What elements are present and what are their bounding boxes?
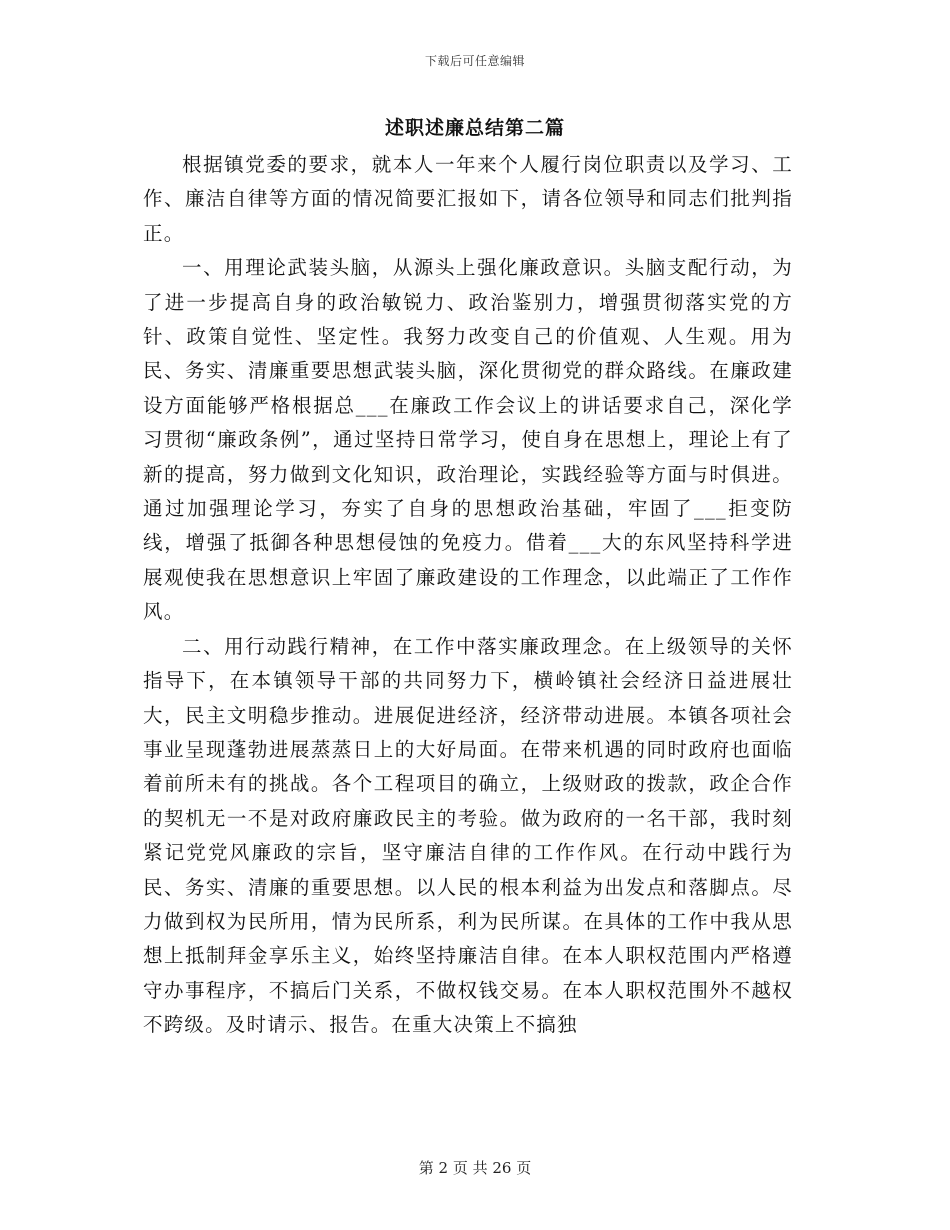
paragraph-section-1: 一、用理论武装头脑，从源头上强化廉政意识。头脑支配行动，为了进一步提高自身的政治敏锐力、政治鉴别力，增强贯彻落实党的方针、政策自觉性、坚定性。我努力改变自己的价值观、人生观。用为民、务实、清廉重要思想武装头脑，深化贯彻党的群众路线。在廉政建设方面能够严格根据总___在廉政工作会议上的讲话要求自己，深化学习贯彻“廉政条例”，通过坚持日常学习，使自身在思想上，理论上有了新的提高，努力做到文化知识，政治理论，实践经验等方面与时俱进。通过加强理论学习，夯实了自身的思想政治基础，牢固了___拒变防线，增强了抵御各种思想侵蚀的免疫力。借着___大的东风坚持科学进展观使我在思想意识上牢固了廉政建设的工作理念，以此端正了工作作风。 <box>143 256 793 624</box>
paragraph-section-2: 二、用行动践行精神，在工作中落实廉政理念。在上级领导的关怀指导下，在本镇领导干部的共同努力下，横岭镇社会经济日益进展壮大，民主文明稳步推动。进展促进经济，经济带动进展。本镇各项社会事业呈现蓬勃进展蒸蒸日上的大好局面。在带来机遇的同时政府也面临着前所未有的挑战。各个工程项目的确立，上级财政的拨款，政企合作的契机无一不是对政府廉政民主的考验。做为政府的一名干部，我时刻紧记党党风廉政的宗旨，坚守廉洁自律的工作作风。在行动中践行为民、务实、清廉的重要思想。以人民的根本利益为出发点和落脚点。尽力做到权为民所用，情为民所系，利为民所谋。在具体的工作中我从思想上抵制拜金享乐主义，始终坚持廉洁自律。在本人职权范围内严格遵守办事程序，不搞后门关系，不做权钱交易。在本人职权范围外不越权不跨级。及时请示、报告。在重大决策上不搞独 <box>143 634 793 1037</box>
document-body <box>143 148 793 1043</box>
header-note: 下载后可任意编辑 <box>424 54 525 68</box>
paragraph-intro: 根据镇党委的要求，就本人一年来个人履行岗位职责以及学习、工作、廉洁自律等方面的情况简要汇报如下，请各位领导和同志们批判指正。 <box>143 153 793 245</box>
page-footer: 第 2 页 共 26 页 <box>418 1159 532 1177</box>
document-title: 述职述廉总结第二篇 <box>384 117 565 139</box>
